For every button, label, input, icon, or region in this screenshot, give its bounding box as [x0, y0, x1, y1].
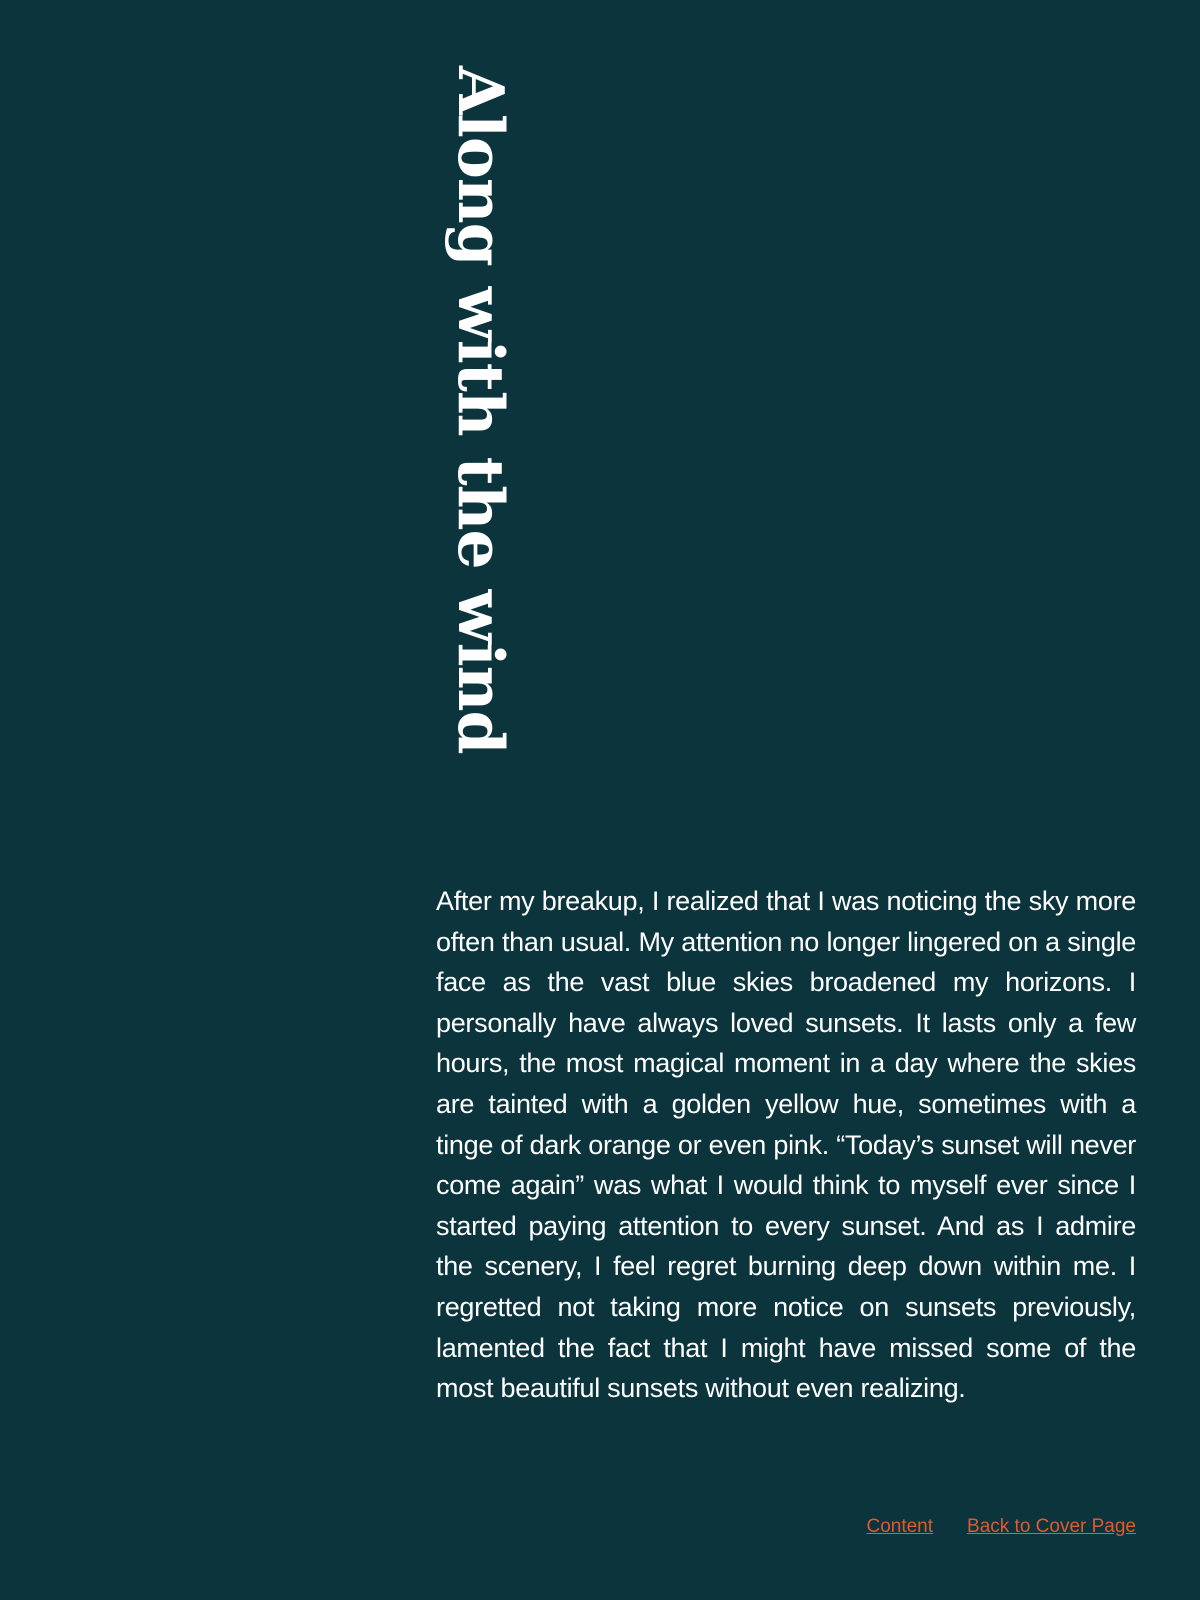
- body-paragraph: After my breakup, I realized that I was noticing the sky more often than usual. My attention no longer lingered on a single face as the vast blue skies broadened my horizons. I personally have always loved sunsets. It lasts only a few hours, the most magical moment in a day where the skies are tainted with a golden yellow hue, sometimes with a tinge of dark orange or even pink. “Today’s sunset will never come again” was what I would think to myself ever since I started paying attention to every sunset. And as I admire the scenery, I feel regret burning deep down within me. I regretted not taking more notice on sunsets previously, lamented the fact that I might have missed some of the most beautiful sunsets without even realizing.: [436, 886, 1136, 1404]
- content-link[interactable]: Content: [866, 1516, 934, 1537]
- back-to-cover-link[interactable]: Back to Cover Page: [967, 1516, 1136, 1537]
- footer-nav: [866, 1514, 1136, 1540]
- page-title: Along with the wind: [444, 66, 518, 754]
